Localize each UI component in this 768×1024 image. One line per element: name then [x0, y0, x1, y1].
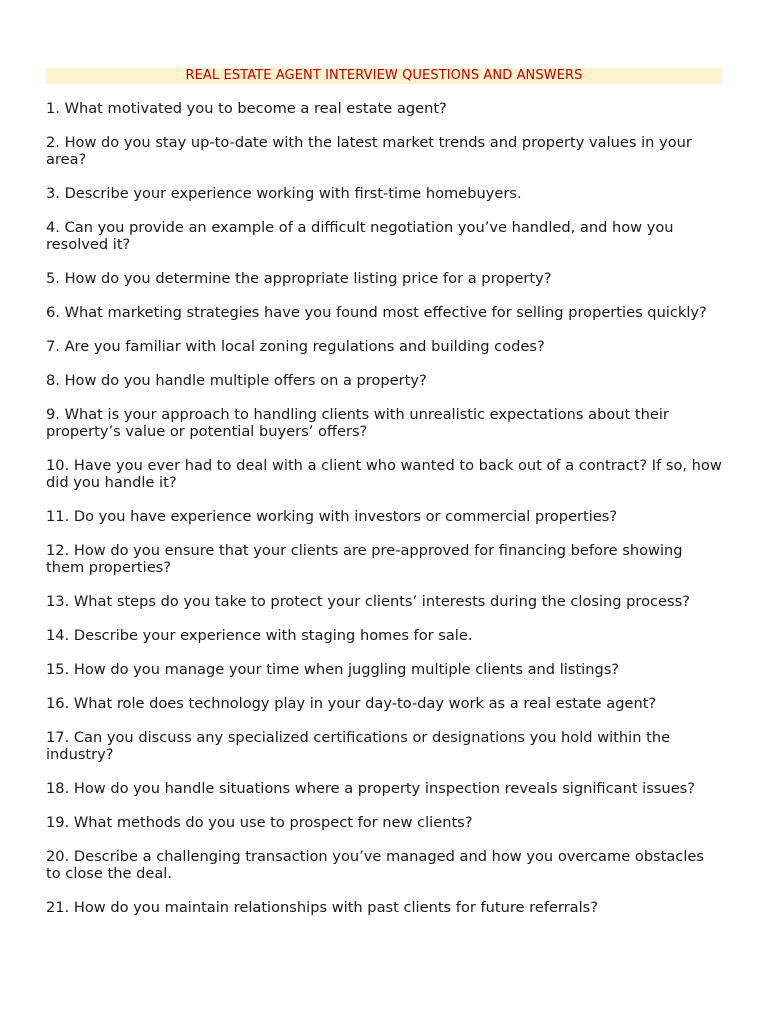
- question-item: 14. Describe your experience with staging homes for sale.: [46, 627, 473, 644]
- question-item: 8. How do you handle multiple offers on a property?: [46, 372, 427, 389]
- question-item: 4. Can you provide an example of a difficult negotiation you’ve handled, and how you resolved it?: [46, 219, 674, 253]
- document-title: REAL ESTATE AGENT INTERVIEW QUESTIONS AND ANSWERS: [46, 68, 722, 84]
- question-item: 7. Are you familiar with local zoning regulations and building codes?: [46, 338, 545, 355]
- question-item: 18. How do you handle situations where a property inspection reveals significant issues?: [46, 780, 696, 797]
- question-item: 9. What is your approach to handling clients with unrealistic expectations about their property’s value or potential buyers’ offers?: [46, 406, 669, 440]
- question-item: 20. Describe a challenging transaction you’ve managed and how you overcame obstacles to close the deal.: [46, 848, 704, 882]
- question-item: 12. How do you ensure that your clients are pre-approved for financing before showing them properties?: [46, 542, 683, 576]
- question-item: 21. How do you maintain relationships with past clients for future referrals?: [46, 899, 599, 916]
- question-list: [46, 100, 722, 916]
- question-item: 19. What methods do you use to prospect for new clients?: [46, 814, 473, 831]
- question-item: 16. What role does technology play in your day-to-day work as a real estate agent?: [46, 695, 657, 712]
- question-item: 11. Do you have experience working with investors or commercial properties?: [46, 508, 618, 525]
- question-item: 17. Can you discuss any specialized certifications or designations you hold within the industry?: [46, 729, 671, 763]
- question-item: 6. What marketing strategies have you found most effective for selling properties quickly?: [46, 304, 707, 321]
- document-page: [46, 68, 722, 933]
- question-item: 10. Have you ever had to deal with a client who wanted to back out of a contract? If so, how did you handle it?: [46, 457, 722, 491]
- question-item: 5. How do you determine the appropriate listing price for a property?: [46, 270, 552, 287]
- question-item: 13. What steps do you take to protect your clients’ interests during the closing process?: [46, 593, 690, 610]
- question-item: 2. How do you stay up-to-date with the latest market trends and property values in your area?: [46, 134, 692, 168]
- question-item: 15. How do you manage your time when juggling multiple clients and listings?: [46, 661, 620, 678]
- question-item: 1. What motivated you to become a real estate agent?: [46, 100, 447, 117]
- question-item: 3. Describe your experience working with first-time homebuyers.: [46, 185, 522, 202]
